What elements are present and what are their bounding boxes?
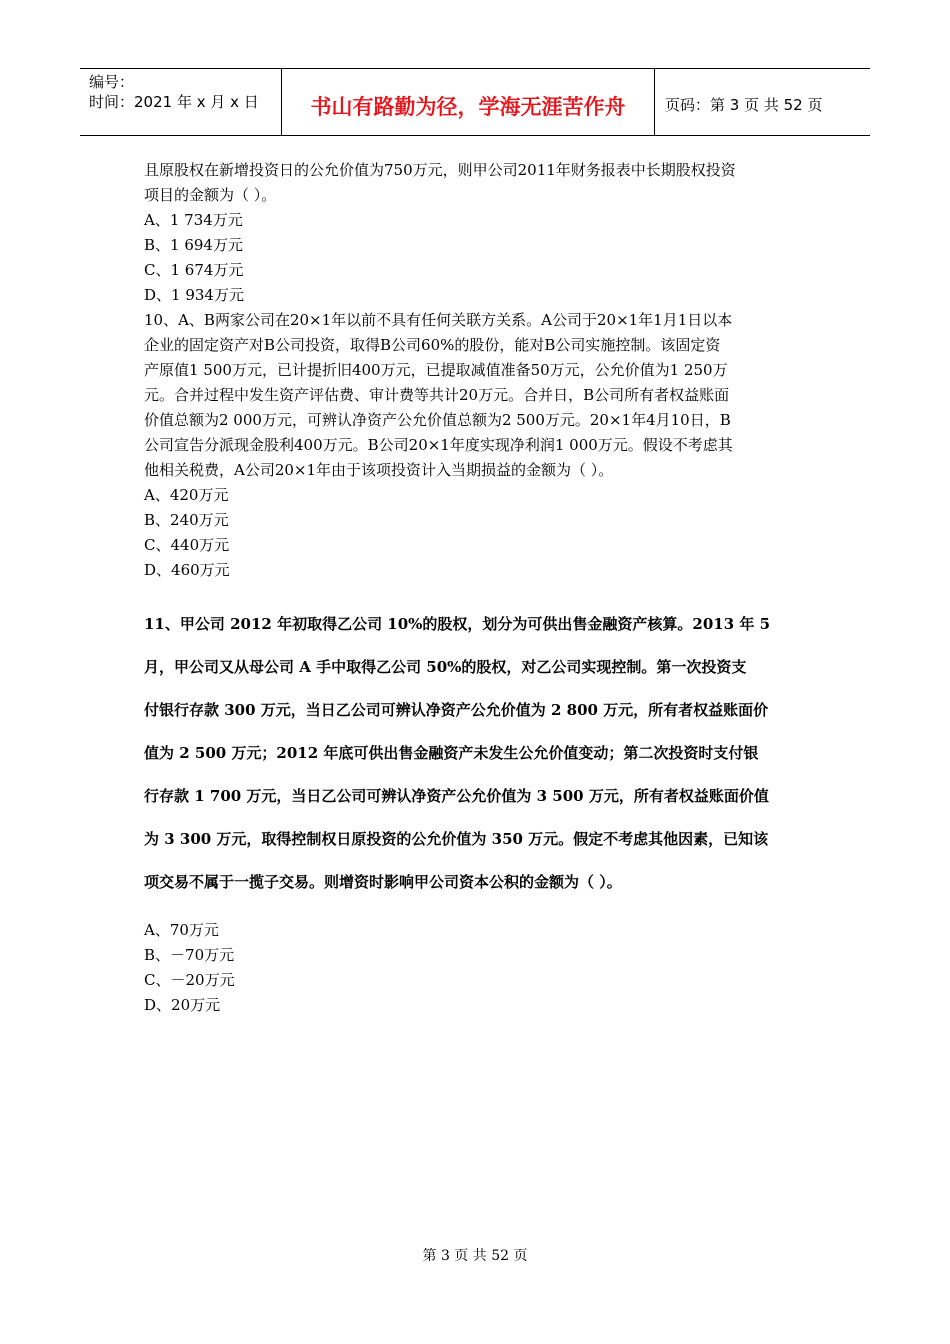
- question-10: [144, 308, 814, 583]
- answer-option: B、1 694万元: [144, 236, 243, 254]
- answer-option: B、240万元: [144, 511, 229, 529]
- question-text-line: 11、甲公司 2012 年初取得乙公司 10%的股权，划分为可供出售金融资产核算。2013 年 5: [144, 615, 771, 633]
- question-text-line: 产原值1 500万元，已计提折旧400万元，已提取减值准备50万元，公允价值为1 250万: [144, 361, 728, 379]
- question-text-line: 且原股权在新增投资日的公允价值为750万元，则甲公司2011年财务报表中长期股权投资: [144, 161, 736, 179]
- question-9-tail: [144, 158, 814, 308]
- answer-option: D、460万元: [144, 561, 230, 579]
- question-text-line: 为 3 300 万元，取得控制权日原投资的公允价值为 350 万元。假定不考虑其他因素，已知该: [144, 830, 769, 848]
- answer-option: B、－70万元: [144, 946, 235, 964]
- question-text-line: 公司宣告分派现金股利400万元。B公司20×1年度实现净利润1 000万元。假设不考虑其: [144, 436, 733, 454]
- answer-option: C、－20万元: [144, 971, 235, 989]
- page-footer: 第 3 页 共 52 页: [422, 1248, 528, 1264]
- question-text-line: 10、A、B两家公司在20×1年以前不具有任何关联方关系。A公司于20×1年1月1日以本: [144, 311, 733, 329]
- question-11: [144, 603, 814, 904]
- answer-option: D、20万元: [144, 996, 221, 1014]
- answer-option: C、1 674万元: [144, 261, 244, 279]
- answer-option: A、70万元: [144, 921, 219, 939]
- question-text-line: 他相关税费，A公司20×1年由于该项投资计入当期损益的金额为（ ）。: [144, 461, 614, 479]
- document-body: [144, 158, 814, 1018]
- question-text-line: 项目的金额为（ ）。: [144, 186, 277, 204]
- question-text-line: 行存款 1 700 万元，当日乙公司可辨认净资产公允价值为 3 500 万元，所有者权益账面价值: [144, 787, 769, 805]
- question-text-line: 项交易不属于一揽子交易。则增资时影响甲公司资本公积的金额为（ ）。: [144, 873, 622, 891]
- question-text-line: 元。合并过程中发生资产评估费、审计费等共计20万元。合并日，B公司所有者权益账面: [144, 386, 730, 404]
- page-header: [80, 68, 870, 136]
- document-code-label: 编号：: [89, 73, 135, 91]
- header-meta-cell: [80, 69, 282, 135]
- question-text-line: 企业的固定资产对B公司投资，取得B公司60%的股份，能对B公司实施控制。该固定资: [144, 336, 721, 354]
- answer-option: D、1 934万元: [144, 286, 244, 304]
- question-text-line: 价值总额为2 000万元，可辨认净资产公允价值总额为2 500万元。20×1年4月10日，B: [144, 411, 731, 429]
- answer-option: C、440万元: [144, 536, 230, 554]
- question-text-line: 付银行存款 300 万元，当日乙公司可辨认净资产公允价值为 2 800 万元，所有者权益账面价: [144, 701, 769, 719]
- answer-option: A、420万元: [144, 486, 229, 504]
- question-11-options: [144, 918, 814, 1018]
- header-page-number: 页码：第 3 页 共 52 页: [665, 95, 823, 114]
- question-text-line: 值为 2 500 万元；2012 年底可供出售金融资产未发生公允价值变动；第二次投资时支付银: [144, 744, 759, 762]
- document-time-label: 时间：2021 年 x 月 x 日: [89, 93, 259, 111]
- header-motto: 书山有路勤为径，学海无涯苦作舟: [282, 69, 655, 135]
- answer-option: A、1 734万元: [144, 211, 243, 229]
- question-text-line: 月，甲公司又从母公司 A 手中取得乙公司 50%的股权，对乙公司实现控制。第一次投资支: [144, 658, 747, 676]
